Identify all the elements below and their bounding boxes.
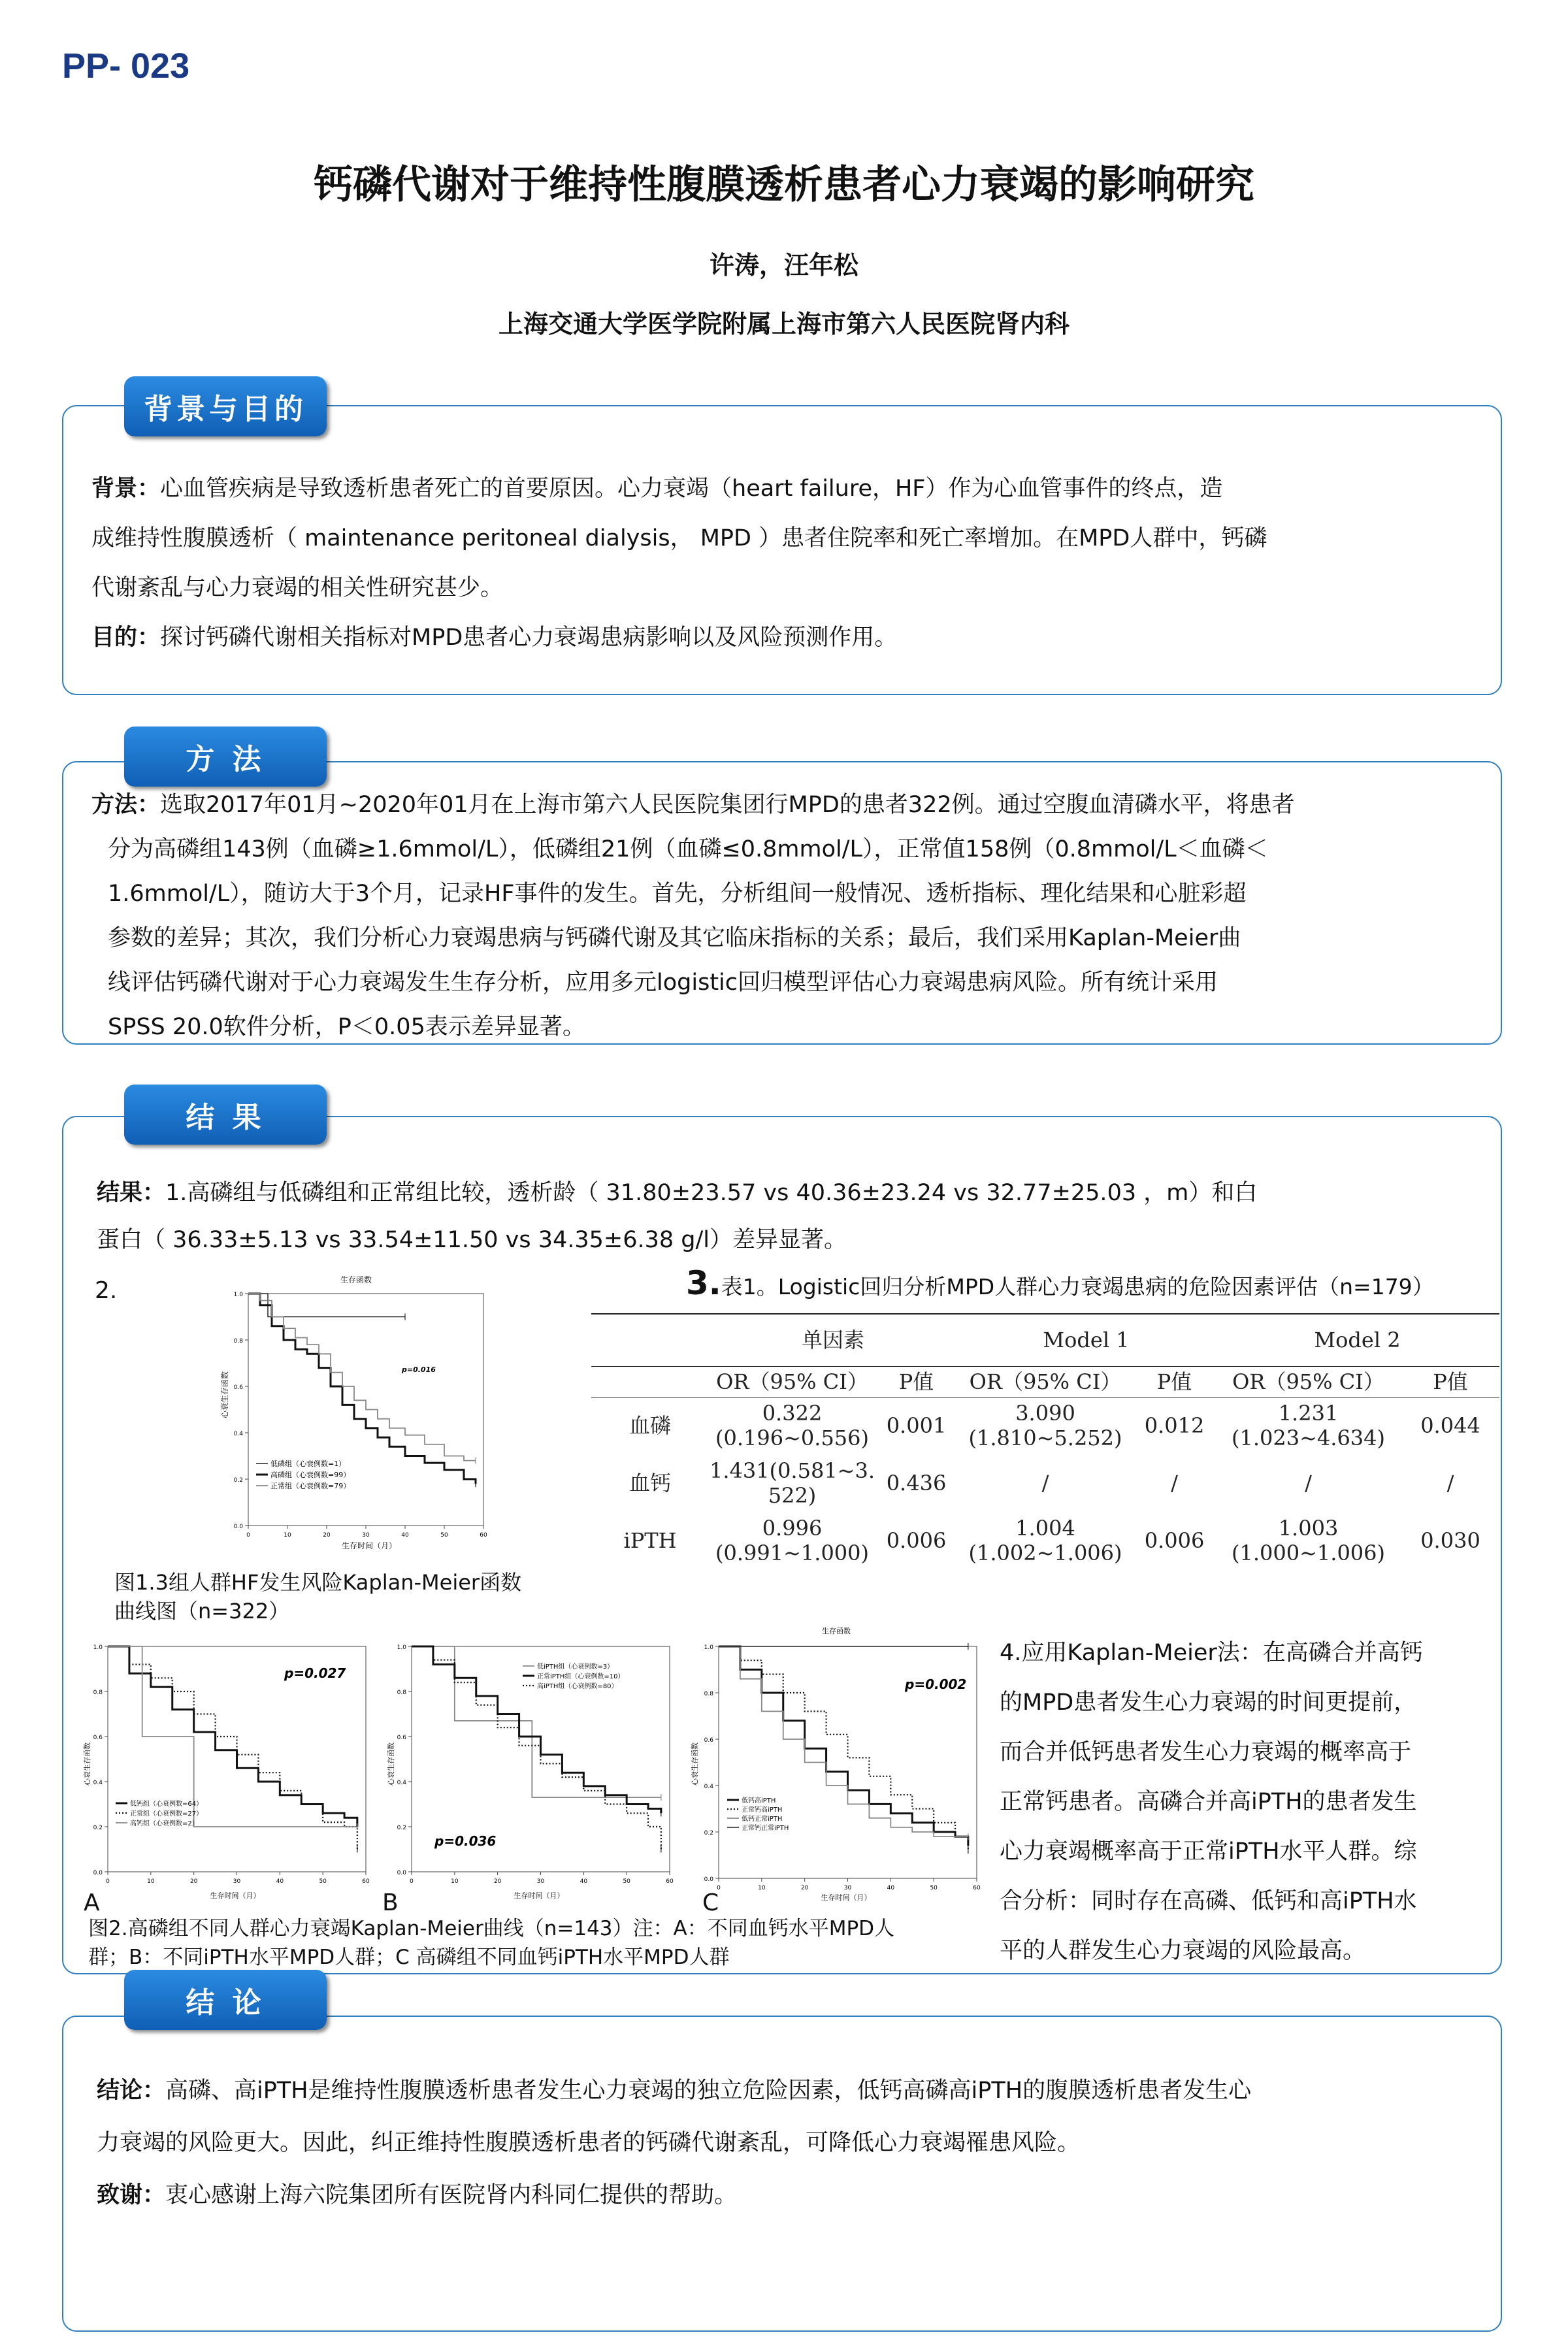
legend-label: 正常组（心衰例数=27） <box>130 1810 203 1818</box>
table-cell: 0.436 <box>886 1471 947 1495</box>
table-cell: 0.006 <box>1144 1528 1205 1553</box>
y-tick-label: 0.4 <box>397 1780 406 1786</box>
y-tick-label: 1.0 <box>397 1644 406 1651</box>
table-subheader <box>591 1366 1499 1397</box>
table-cell: 0.001 <box>875 1397 957 1454</box>
x-tick-label: 60 <box>666 1878 674 1885</box>
fig1-caption <box>114 1568 585 1625</box>
table-row-label: iPTH <box>623 1528 677 1553</box>
legend-label: 低iPTH组（心衰例数=3） <box>537 1663 614 1671</box>
point4-line: 合分析：同时存在高磷、低钙和高iPTH水 <box>1000 1888 1417 1914</box>
x-tick-label: 30 <box>536 1878 545 1885</box>
table-group-model2: Model 2 <box>1215 1314 1499 1366</box>
table-group-header <box>591 1314 1499 1366</box>
conclusion-text <box>97 2065 1495 2221</box>
table-subheader-cell: P值 <box>875 1366 957 1397</box>
km2c-xlabel: 生存时间（月） <box>821 1893 872 1902</box>
table-number: 3. <box>686 1264 721 1302</box>
x-tick-label: 0 <box>106 1878 110 1885</box>
table-cell: / <box>1041 1471 1049 1495</box>
point4-line: 的MPD患者发生心力衰竭的时间更提前， <box>1000 1690 1417 1716</box>
y-tick-label: 1.0 <box>233 1292 243 1298</box>
conclusion-line-2: 力衰竭的风险更大。因此，纠正维持性腹膜透析患者的钙磷代谢紊乱，可降低心力衰竭罹患风险。 <box>97 2130 1081 2156</box>
km-series-line <box>248 1294 476 1461</box>
km1-ylabel: 心衰生存函数 <box>220 1371 229 1419</box>
table-cell: 0.044 <box>1401 1397 1499 1454</box>
km-chart-2a <box>75 1633 376 1908</box>
x-tick-label: 60 <box>480 1532 487 1539</box>
x-tick-label: 40 <box>401 1532 409 1539</box>
results-line-2: 蛋白（ 36.33±5.13 vs 33.54±11.50 vs 34.35±6.38 g/l）差异显著。 <box>97 1227 847 1253</box>
table-cell: / <box>1171 1471 1178 1495</box>
x-tick-label: 20 <box>800 1885 809 1891</box>
results-label: 结果： <box>97 1180 166 1206</box>
methods-line-1: 方法：选取2017年01月~2020年01月在上海市第六人民医院集团行MPD的患者322例。通过空腹血清磷水平，将患者 <box>91 792 1295 818</box>
km2a-pvalue: p=0.027 <box>284 1665 346 1681</box>
y-tick-label: 0.2 <box>704 1830 713 1837</box>
table-subheader-cell: OR（95% CI） <box>1215 1366 1401 1397</box>
y-tick-label: 0.2 <box>233 1477 243 1484</box>
legend-label: 高磷组（心衰例数=99） <box>270 1471 351 1479</box>
table-row-label: 血钙 <box>629 1471 671 1495</box>
point4-text <box>1000 1628 1503 1976</box>
x-tick-label: 10 <box>147 1878 155 1885</box>
methods-line-2: 分为高磷组143例（血磷≥1.6mmol/L），低磷组21例（血磷≤0.8mmol/L），正常值158例（0.8mmol/L＜血磷＜ <box>108 836 1268 862</box>
table-subheader-cell: OR（95% CI） <box>709 1366 875 1397</box>
methods-line-5: 线评估钙磷代谢对于心力衰竭发生生存分析，应用多元logistic回归模型评估心力衰竭患病风险。所有统计采用 <box>108 970 1218 996</box>
km-series-line <box>412 1646 661 1813</box>
fig2-label-b: B <box>382 1889 399 1916</box>
point4-line: 而合并低钙患者发生心力衰竭的概率高于 <box>1000 1739 1412 1765</box>
methods-line-6: SPSS 20.0软件分析，P＜0.05表示差异显著。 <box>108 1014 585 1040</box>
legend-label: 正常iPTH组（心衰例数=10） <box>537 1673 625 1680</box>
km1-legend <box>270 1459 350 1490</box>
table-row <box>591 1512 1499 1569</box>
table-caption <box>686 1264 1434 1302</box>
x-tick-label: 50 <box>623 1878 630 1885</box>
results-line-1: 结果：1.高磷组与低磷组和正常组比较，透析龄（ 31.80±23.57 vs 40.36±23.24 vs 32.77±25.03 ，m）和白 <box>97 1180 1258 1206</box>
legend-label: 低钙正常iPTH <box>742 1816 783 1823</box>
legend-label: 高钙组（心衰例数=2） <box>130 1820 199 1827</box>
table-row <box>591 1454 1499 1512</box>
y-tick-label: 0.8 <box>704 1691 713 1697</box>
fig2-label-c: C <box>702 1889 719 1916</box>
point4-line: 正常钙患者。高磷合并高iPTH的患者发生 <box>1000 1789 1417 1815</box>
table-cell: / <box>1446 1471 1454 1495</box>
x-tick-label: 20 <box>493 1878 502 1885</box>
km1-plot-area <box>234 1292 487 1539</box>
table-row <box>591 1397 1499 1454</box>
poster-code: PP- 023 <box>62 46 190 86</box>
y-tick-label: 0.6 <box>233 1384 243 1391</box>
methods-text <box>91 783 1490 1049</box>
fig2-caption-line-2: 群；B：不同iPTH水平MPD人群；C 高磷组不同血钙iPTH水平MPD人群 <box>88 1946 730 1969</box>
y-tick-label: 0.6 <box>397 1735 406 1741</box>
legend-label: 低磷组（心衰例数=1） <box>270 1460 346 1468</box>
table-cell: 1.431(0.581~3. 522) <box>709 1458 875 1508</box>
km-series-line <box>412 1646 661 1797</box>
background-label: 背景： <box>91 476 161 502</box>
y-tick-label: 0.8 <box>233 1338 243 1345</box>
table-cell: 1.003 (1.000~1.006) <box>1232 1516 1385 1565</box>
x-tick-label: 10 <box>451 1878 459 1885</box>
fig2-caption-line-1: 图2.高磷组不同人群心力衰竭Kaplan-Meier曲线（n=143）注：A：不同血钙水平MPD人 <box>88 1917 895 1940</box>
fig2-caption <box>88 1914 1016 1972</box>
km-chart-2c <box>683 1620 990 1908</box>
x-tick-label: 0 <box>410 1878 414 1885</box>
conclusion-heading: 结 论 <box>124 1970 327 2030</box>
y-tick-label: 0.6 <box>93 1735 103 1741</box>
x-tick-label: 30 <box>233 1878 241 1885</box>
aim-line: 目的：探讨钙磷代谢相关指标对MPD患者心力衰竭患病影响以及风险预测作用。 <box>91 625 898 651</box>
x-tick-label: 10 <box>758 1885 766 1891</box>
ack-label: 致谢： <box>97 2182 166 2208</box>
y-tick-label: 0.4 <box>233 1431 243 1437</box>
y-tick-label: 0.0 <box>93 1870 103 1876</box>
table-body <box>591 1397 1499 1569</box>
background-heading: 背景与目的 <box>124 376 327 436</box>
km-series-line <box>248 1294 476 1484</box>
km2b-xlabel: 生存时间（月） <box>514 1891 564 1900</box>
km2b-ylabel: 心衰生存函数 <box>387 1742 395 1786</box>
km2c-pvalue: p=0.002 <box>905 1676 967 1692</box>
legend-label: 低钙组（心衰例数=64） <box>130 1801 203 1808</box>
km2c-title: 生存函数 <box>822 1627 851 1635</box>
x-tick-label: 50 <box>319 1878 327 1885</box>
y-tick-label: 0.4 <box>704 1784 713 1790</box>
km2c-legend <box>742 1796 789 1832</box>
conclusion-line-1: 结论：高磷、高iPTH是维持性腹膜透析患者发生心力衰竭的独立危险因素，低钙高磷高iPTH的腹膜透析患者发生心 <box>97 2078 1252 2104</box>
background-line-1: 背景：心血管疾病是导致透析患者死亡的首要原因。心力衰竭（heart failure，HF）作为心血管事件的终点，造 <box>91 476 1223 502</box>
table-cell: 0.996 (0.991~1.000) <box>715 1516 869 1565</box>
km2a-ylabel: 心衰生存函数 <box>83 1742 91 1786</box>
x-tick-label: 20 <box>323 1532 331 1539</box>
km2b-legend <box>537 1662 625 1690</box>
table-cell: 1.004 (1.002~1.006) <box>968 1516 1122 1565</box>
fig2-label-a: A <box>84 1889 100 1916</box>
x-tick-label: 40 <box>887 1885 895 1891</box>
table-row-label: 血磷 <box>591 1397 709 1454</box>
x-tick-label: 40 <box>580 1878 588 1885</box>
methods-heading: 方 法 <box>124 727 327 787</box>
km1-pvalue: p=0.016 <box>402 1365 436 1374</box>
y-tick-label: 0.2 <box>397 1825 406 1831</box>
y-tick-label: 0.6 <box>704 1737 713 1744</box>
legend-label: 低钙高iPTH <box>742 1797 776 1805</box>
background-text <box>91 464 1477 662</box>
table-subheader-cell: P值 <box>1401 1366 1499 1397</box>
x-tick-label: 30 <box>843 1885 852 1891</box>
y-tick-label: 0.0 <box>704 1876 713 1883</box>
x-tick-label: 60 <box>973 1885 981 1891</box>
y-tick-label: 1.0 <box>704 1644 713 1651</box>
km2b-pvalue: p=0.036 <box>434 1833 497 1849</box>
x-tick-label: 40 <box>276 1878 284 1885</box>
fig1-number: 2. <box>95 1277 118 1304</box>
x-tick-label: 10 <box>284 1532 291 1539</box>
methods-line-4: 参数的差异；其次，我们分析心力衰竭患病与钙磷代谢及其它临床指标的关系；最后，我们采用Kaplan-Meier曲 <box>108 925 1241 951</box>
background-line-3: 代谢紊乱与心力衰竭的相关性研究甚少。 <box>91 575 504 601</box>
table-cell: 1.231 (1.023~4.634) <box>1215 1397 1401 1454</box>
km2a-legend <box>130 1799 203 1827</box>
km-chart-2b <box>379 1633 679 1908</box>
table-subheader-cell: OR（95% CI） <box>957 1366 1134 1397</box>
x-tick-label: 50 <box>930 1885 938 1891</box>
x-tick-label: 20 <box>189 1878 198 1885</box>
results-heading: 结 果 <box>124 1085 327 1145</box>
point4-line: 平的人群发生心力衰竭的风险最高。 <box>1000 1938 1366 1964</box>
authors: 许涛，汪年松 <box>709 251 858 280</box>
point4-line: 心力衰竭概率高于正常iPTH水平人群。综 <box>1000 1838 1417 1865</box>
y-tick-label: 0.2 <box>93 1825 103 1831</box>
background-line-2: 成维持性腹膜透析（ maintenance peritoneal dialysis， MPD ）患者住院率和死亡率增加。在MPD人群中，钙磷 <box>91 525 1267 551</box>
ack-line: 致谢：衷心感谢上海六院集团所有医院肾内科同仁提供的帮助。 <box>97 2182 738 2208</box>
poster-title: 钙磷代谢对于维持性腹膜透析患者心力衰竭的影响研究 <box>314 162 1254 208</box>
legend-label: 高iPTH组（心衰例数=80） <box>537 1683 618 1690</box>
legend-label: 正常钙正常iPTH <box>742 1825 789 1832</box>
y-tick-label: 0.4 <box>93 1780 103 1786</box>
x-tick-label: 50 <box>440 1532 448 1539</box>
conclusion-label: 结论： <box>97 2078 166 2104</box>
table-subheader-cell: P值 <box>1134 1366 1215 1397</box>
table-cell: 3.090 (1.810~5.252) <box>957 1397 1134 1454</box>
table-group-model1: Model 1 <box>957 1314 1215 1366</box>
methods-label: 方法： <box>91 792 161 818</box>
aim-label: 目的： <box>91 625 161 651</box>
km1-xlabel: 生存时间（月） <box>341 1541 397 1550</box>
y-tick-label: 0.0 <box>233 1524 243 1530</box>
logistic-table <box>591 1313 1499 1569</box>
results-text <box>97 1169 1495 1264</box>
point4-line: 4.应用Kaplan-Meier法：在高磷合并高钙 <box>1000 1640 1423 1666</box>
fig1-caption-line-2: 曲线图（n=322） <box>114 1599 290 1624</box>
y-tick-label: 0.0 <box>397 1870 406 1876</box>
methods-line-3: 1.6mmol/L），随访大于3个月，记录HF事件的发生。首先，分析组间一般情况、透析指标、理化结果和心脏彩超 <box>108 881 1247 907</box>
fig1-caption-line-1: 图1.3组人群HF发生风险Kaplan-Meier函数 <box>114 1570 522 1595</box>
km1-title: 生存函数 <box>340 1275 372 1284</box>
y-tick-label: 1.0 <box>93 1644 103 1651</box>
table-caption-text: 表1。Logistic回归分析MPD人群心力衰竭患病的危险因素评估（n=179） <box>721 1274 1434 1299</box>
y-tick-label: 0.8 <box>93 1690 103 1696</box>
legend-label: 正常组（心衰例数=79） <box>270 1482 351 1490</box>
x-tick-label: 0 <box>246 1532 250 1539</box>
table-cell: 0.030 <box>1420 1528 1480 1553</box>
affiliation: 上海交通大学医学院附属上海市第六人民医院肾内科 <box>498 310 1070 338</box>
y-tick-label: 0.8 <box>397 1690 406 1696</box>
table-cell: / <box>1305 1471 1312 1495</box>
km-chart-1 <box>216 1264 497 1552</box>
x-tick-label: 30 <box>362 1532 370 1539</box>
km2a-xlabel: 生存时间（月） <box>210 1891 261 1900</box>
table-cell: 0.322 (0.196~0.556) <box>709 1397 875 1454</box>
km2c-ylabel: 心衰生存函数 <box>691 1742 699 1786</box>
table-cell: 0.012 <box>1134 1397 1215 1454</box>
x-tick-label: 0 <box>717 1885 721 1891</box>
table-group-univariate: 单因素 <box>709 1314 957 1366</box>
legend-label: 正常钙高iPTH <box>742 1806 783 1814</box>
table-cell: 0.006 <box>886 1528 947 1553</box>
x-tick-label: 60 <box>362 1878 370 1885</box>
